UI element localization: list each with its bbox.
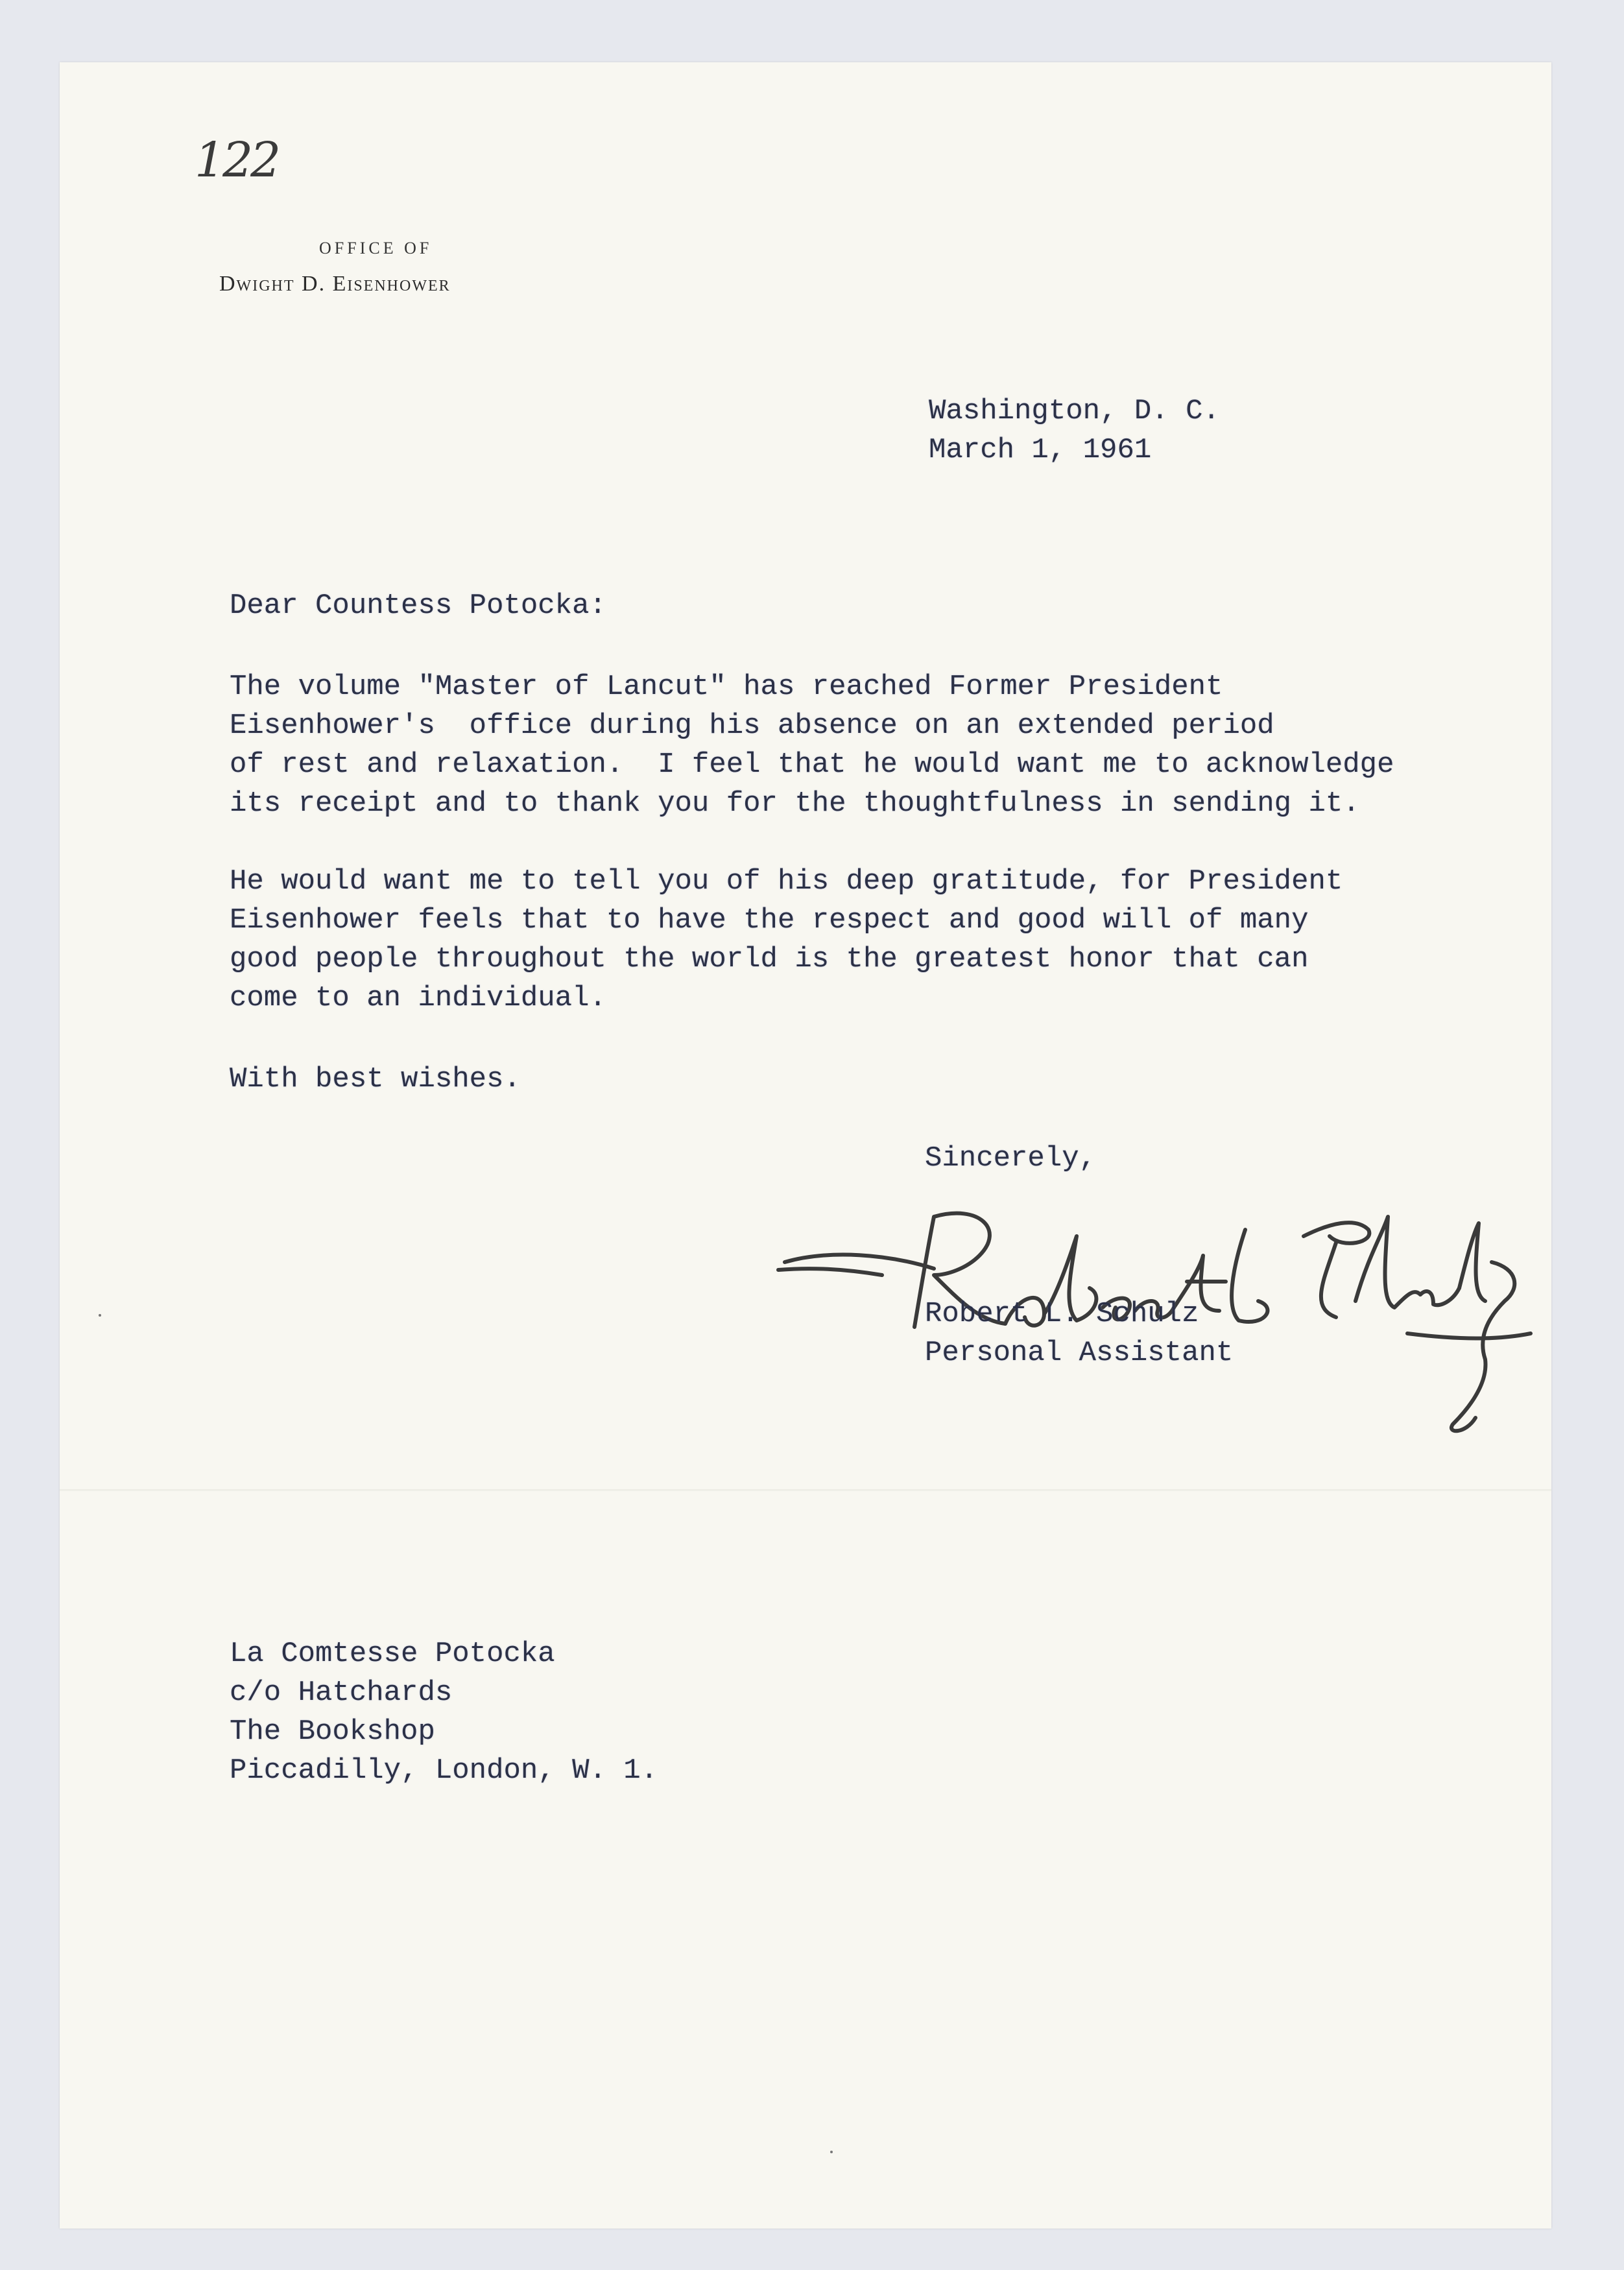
date-block: [929, 392, 1220, 470]
paper-speck: [830, 2151, 833, 2153]
complimentary-close: Sincerely,: [925, 1142, 1097, 1175]
address-line: Piccadilly, London, W. 1.: [230, 1754, 658, 1787]
body-line: He would want me to tell you of his deep gratitude, for President: [230, 865, 1343, 898]
letterhead-office-of: OFFICE OF: [319, 239, 433, 257]
letter-page: [60, 62, 1551, 2228]
body-line: come to an individual.: [230, 982, 606, 1014]
body-paragraph-2: [230, 862, 1343, 1018]
signature-block: [925, 1295, 1233, 1372]
body-line: Eisenhower feels that to have the respect and good will of many: [230, 904, 1309, 937]
date-line: March 1, 1961: [929, 434, 1152, 466]
body-paragraph-1: [230, 667, 1394, 823]
paper-speck: [99, 1314, 101, 1317]
typed-signer-name: Robert L. Schulz: [925, 1298, 1199, 1330]
place-line: Washington, D. C.: [929, 395, 1220, 427]
address-line: The Bookshop: [230, 1715, 435, 1748]
handwritten-archive-number: 122: [195, 132, 279, 188]
body-line: of rest and relaxation. I feel that he would want me to acknowledge: [230, 748, 1394, 781]
body-line: Eisenhower's office during his absence on an extended period: [230, 710, 1274, 742]
signer-title: Personal Assistant: [925, 1337, 1234, 1369]
salutation: Dear Countess Potocka:: [230, 590, 606, 622]
address-line: La Comtesse Potocka: [230, 1638, 555, 1670]
letterhead-name: Dwight D. Eisenhower: [219, 272, 451, 296]
paper-fold-line: [60, 1489, 1551, 1491]
body-line: The volume "Master of Lancut" has reached Former President: [230, 671, 1223, 703]
closing-wishes: With best wishes.: [230, 1063, 521, 1095]
body-line: good people throughout the world is the greatest honor that can: [230, 943, 1309, 975]
body-line: its receipt and to thank you for the thoughtfulness in sending it.: [230, 787, 1360, 820]
address-line: c/o Hatchards: [230, 1677, 453, 1709]
recipient-address: [230, 1634, 658, 1790]
